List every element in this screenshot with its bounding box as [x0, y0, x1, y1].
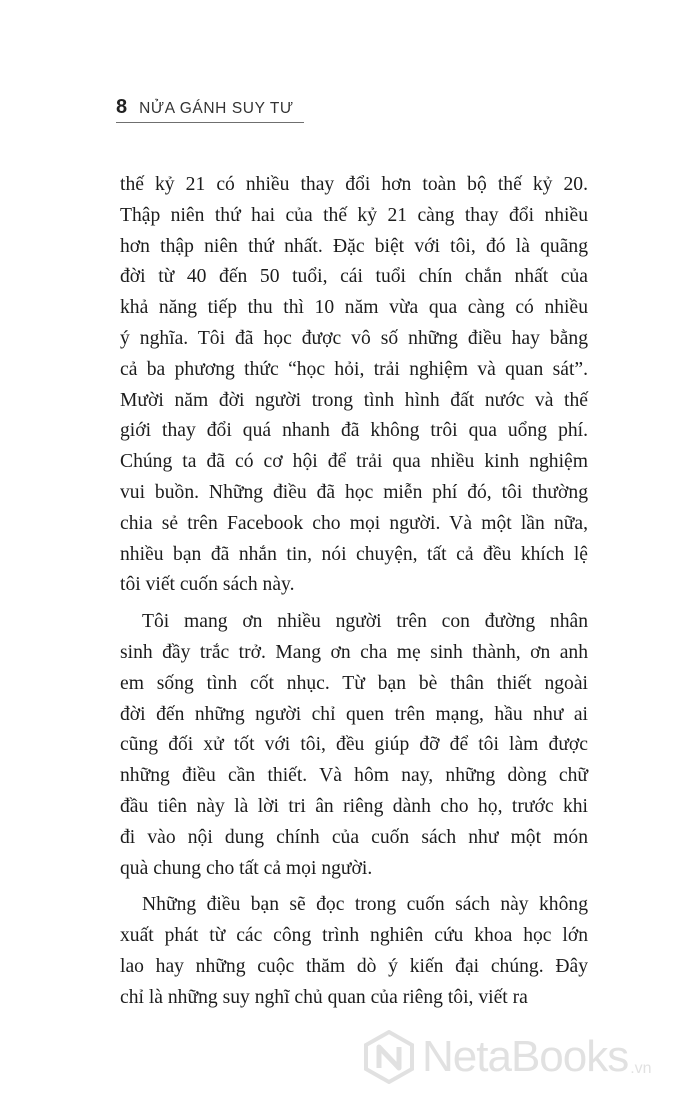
text-line: sinh đầy trắc trở. Mang ơn cha mẹ sinh thành, ơn anh	[120, 641, 588, 663]
text-line: đời từ 40 đến 50 tuổi, cái tuổi chín chắn nhất của	[120, 266, 588, 288]
text-line: khả năng tiếp thu thì 10 năm vừa qua càng có nhiều	[120, 297, 588, 319]
text-line: ý nghĩa. Tôi đã học được vô số những điều hay bằng	[120, 327, 588, 349]
text-line: vui buồn. Những điều đã học miễn phí đó, tôi thường	[120, 481, 588, 503]
paragraph	[120, 607, 588, 884]
text-line: cũng đối xử tốt với tôi, đều giúp đỡ để tôi làm được	[120, 734, 588, 756]
text-line: lao hay những cuộc thăm dò ý kiến đại chúng. Đây	[120, 955, 588, 977]
text-line: thế kỷ 21 có nhiều thay đổi hơn toàn bộ thế kỷ 20.	[120, 174, 588, 195]
text-line: Chúng ta đã có cơ hội để trải qua nhiều kinh nghiệm	[120, 451, 588, 473]
text-line: đi vào nội dung chính của cuốn sách như một món	[120, 826, 588, 848]
text-line: những điều cần thiết. Và hôm nay, những dòng chữ	[120, 765, 588, 787]
text-line: xuất phát từ các công trình nghiên cứu khoa học lớn	[120, 925, 588, 947]
text-line: Thập niên thứ hai của thế kỷ 21 càng thay đổi nhiều	[120, 204, 588, 226]
watermark-suffix: .vn	[630, 1060, 652, 1077]
watermark	[362, 1030, 652, 1084]
text-line: em sống tình cốt nhục. Từ bạn bè thân thiết ngoài	[120, 672, 588, 694]
text-line: chỉ là những suy nghĩ chủ quan của riêng tôi, viết ra	[120, 986, 528, 1008]
text-line: hơn thập niên thứ nhất. Đặc biệt với tôi, đó là quãng	[120, 235, 588, 257]
running-header	[116, 96, 304, 123]
watermark-brand: NetaBooks	[422, 1032, 629, 1081]
text-line: Mười năm đời người trong tình hình đất nước và thế	[120, 389, 588, 411]
text-line: chia sẻ trên Facebook cho mọi người. Và một lần nữa,	[120, 512, 588, 534]
book-title: NỬA GÁNH SUY TƯ	[139, 100, 294, 117]
text-line: đầu tiên này là lời tri ân riêng dành cho họ, trước khi	[120, 795, 588, 817]
paragraph	[120, 890, 588, 1013]
text-line: giới thay đổi quá nhanh đã không trôi qua uổng phí.	[120, 420, 588, 442]
text-line: Tôi mang ơn nhiều người trên con đường nhân	[142, 611, 588, 633]
body-text	[120, 170, 588, 1014]
text-line: nhiều bạn đã nhắn tin, nói chuyện, tất cả đều khích lệ	[120, 543, 588, 565]
text-line: cả ba phương thức “học hỏi, trải nghiệm và quan sát”.	[120, 358, 588, 380]
text-line: quà chung cho tất cả mọi người.	[120, 857, 373, 879]
text-line: tôi viết cuốn sách này.	[120, 574, 295, 596]
text-line: Những điều bạn sẽ đọc trong cuốn sách này không	[142, 894, 588, 916]
netabooks-logo-icon	[362, 1030, 416, 1084]
page-number: 8	[116, 96, 128, 118]
text-line: đời đến những người chỉ quen trên mạng, hầu như ai	[120, 703, 588, 725]
paragraph	[120, 170, 588, 601]
